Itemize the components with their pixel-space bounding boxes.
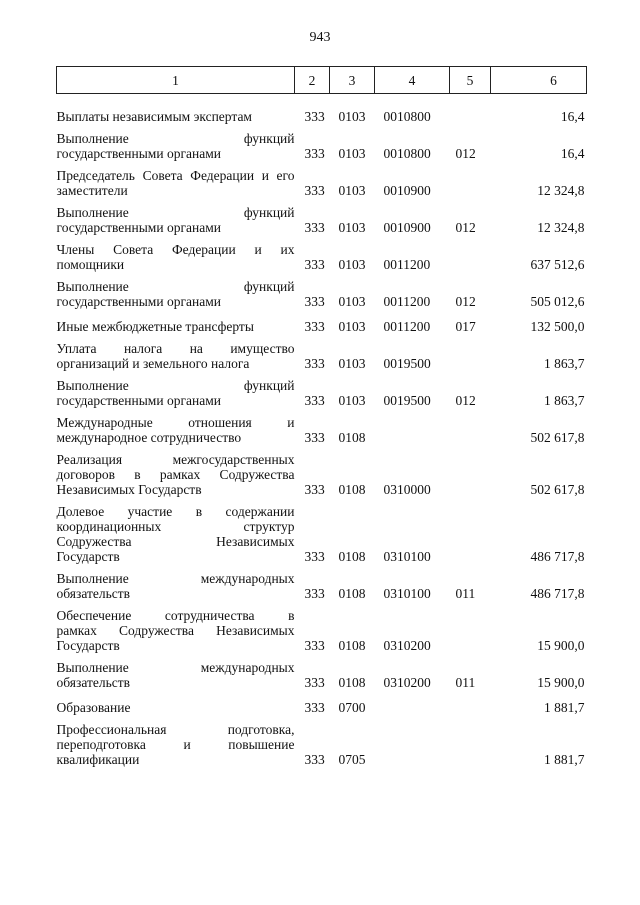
row-article: 0010800 [383, 109, 431, 124]
header-col-2: 2 [295, 67, 330, 94]
row-sum: 1 863,7 [544, 356, 585, 371]
row-name [57, 309, 295, 334]
row-section: 0108 [338, 586, 366, 601]
row-article: 0010800 [383, 146, 431, 161]
row-article: 0310100 [383, 549, 431, 564]
row-sum: 486 717,8 [530, 549, 585, 564]
row-gr: 333 [304, 146, 325, 161]
row-sum: 1 881,7 [544, 752, 585, 767]
row-sum: 1 863,7 [544, 393, 585, 408]
row-section: 0103 [338, 356, 366, 371]
row-name-line: государственными органами [56, 146, 221, 161]
row-expense-type: 011 [455, 675, 476, 690]
row-name [57, 235, 295, 272]
row-name [57, 371, 295, 408]
row-name-line: Профессиональная подготовка, [56, 722, 295, 737]
row-gr: 333 [304, 294, 325, 309]
table-row [57, 408, 587, 445]
row-section: 0108 [338, 549, 366, 564]
row-name [57, 198, 295, 235]
row-section: 0103 [338, 183, 366, 198]
row-article: 0310200 [383, 638, 431, 653]
row-name-line: переподготовка и повышение [56, 737, 295, 752]
row-expense-type: 012 [455, 220, 476, 235]
row-section: 0103 [338, 319, 366, 334]
row-sum: 16,4 [560, 146, 585, 161]
row-name-line: помощники [56, 257, 125, 272]
row-sum: 502 617,8 [530, 430, 585, 445]
row-name-line: Обеспечение сотрудничества в [56, 608, 295, 623]
row-sum: 15 900,0 [537, 675, 585, 690]
row-name-line: Содружества Независимых [56, 534, 295, 549]
table-row [57, 235, 587, 272]
row-section: 0103 [338, 257, 366, 272]
row-name-line: обязательств [56, 675, 131, 690]
row-name-line: рамках Содружества Независимых [56, 623, 295, 638]
row-gr: 333 [304, 430, 325, 445]
row-sum: 132 500,0 [530, 319, 585, 334]
row-section: 0103 [338, 294, 366, 309]
row-gr: 333 [304, 257, 325, 272]
row-section: 0108 [338, 638, 366, 653]
row-article: 0010900 [383, 220, 431, 235]
row-gr: 333 [304, 319, 325, 334]
row-section: 0108 [338, 675, 366, 690]
table-row [57, 334, 587, 371]
row-name-line: Государств [56, 638, 120, 653]
row-name [57, 334, 295, 371]
budget-table [56, 66, 587, 767]
row-name [57, 408, 295, 445]
row-name-line: Выполнение международных [56, 571, 295, 586]
row-sum: 16,4 [560, 109, 585, 124]
table-row [57, 445, 587, 497]
row-article [375, 408, 450, 445]
row-gr: 333 [304, 393, 325, 408]
row-name-line: Иные межбюджетные трансферты [56, 319, 254, 334]
row-section: 0705 [338, 752, 366, 767]
row-expense-type [450, 690, 491, 715]
table-body [57, 94, 587, 768]
row-expense-type [450, 235, 491, 272]
row-article: 0310100 [383, 586, 431, 601]
row-name [57, 94, 295, 125]
row-sum: 486 717,8 [530, 586, 585, 601]
row-expense-type: 012 [455, 146, 476, 161]
row-gr: 333 [304, 700, 325, 715]
row-expense-type: 012 [455, 294, 476, 309]
row-gr: 333 [304, 356, 325, 371]
table-row [57, 497, 587, 564]
table-row [57, 601, 587, 653]
row-name-line: Председатель Совета Федерации и его [56, 168, 295, 183]
row-gr: 333 [304, 752, 325, 767]
table-row [57, 94, 587, 125]
row-name-line: Члены Совета Федерации и их [56, 242, 295, 257]
row-name-line: Реализация межгосударственных [56, 452, 295, 467]
row-name-line: Международные отношения и [56, 415, 295, 430]
row-gr: 333 [304, 220, 325, 235]
row-expense-type [450, 408, 491, 445]
row-name-line: государственными органами [56, 393, 221, 408]
row-name-line: заместители [56, 183, 128, 198]
row-section: 0103 [338, 109, 366, 124]
row-name [57, 653, 295, 690]
row-article: 0019500 [383, 393, 431, 408]
row-sum: 15 900,0 [537, 638, 585, 653]
table-row [57, 161, 587, 198]
header-col-5: 5 [450, 67, 491, 94]
row-article: 0011200 [383, 257, 431, 272]
row-gr: 333 [304, 675, 325, 690]
row-gr: 333 [304, 549, 325, 564]
row-article: 0019500 [383, 356, 431, 371]
row-expense-type [450, 161, 491, 198]
row-section: 0700 [338, 700, 366, 715]
table-row [57, 272, 587, 309]
row-name-line: Образование [56, 700, 131, 715]
row-name [57, 715, 295, 767]
row-name-line: международное сотрудничество [56, 430, 242, 445]
row-name-line: Выполнение функций [56, 279, 295, 294]
row-name-line: государственными органами [56, 220, 221, 235]
row-sum: 637 512,6 [530, 257, 585, 272]
row-gr: 333 [304, 586, 325, 601]
header-row [57, 67, 587, 94]
table-row [57, 198, 587, 235]
table-row [57, 715, 587, 767]
row-name-line: Выполнение функций [56, 378, 295, 393]
row-section: 0103 [338, 393, 366, 408]
row-gr: 333 [304, 109, 325, 124]
row-article: 0010900 [383, 183, 431, 198]
row-article: 0011200 [383, 294, 431, 309]
row-sum: 502 617,8 [530, 482, 585, 497]
row-name-line: Выполнение функций [56, 131, 295, 146]
row-name-line: Независимых Государств [56, 482, 202, 497]
row-name-line: Долевое участие в содержании [56, 504, 295, 519]
row-name [57, 124, 295, 161]
row-gr: 333 [304, 183, 325, 198]
row-expense-type: 012 [455, 393, 476, 408]
row-sum: 1 881,7 [544, 700, 585, 715]
page-number: 943 [309, 30, 331, 45]
row-expense-type [450, 334, 491, 371]
table-row [57, 690, 587, 715]
row-name [57, 445, 295, 497]
row-article [375, 715, 450, 767]
row-sum: 12 324,8 [537, 220, 585, 235]
row-expense-type [450, 601, 491, 653]
row-article: 0310000 [383, 482, 431, 497]
row-name-line: Выплаты независимым экспертам [56, 109, 252, 124]
row-name [57, 690, 295, 715]
row-expense-type [450, 497, 491, 564]
row-expense-type: 011 [455, 586, 476, 601]
row-name [57, 161, 295, 198]
row-name-line: организаций и земельного налога [56, 356, 250, 371]
table-row [57, 309, 587, 334]
row-name-line: договоров в рамках Содружества [56, 467, 295, 482]
row-name-line: Выполнение международных [56, 660, 295, 675]
row-section: 0103 [338, 220, 366, 235]
row-name-line: Государств [56, 549, 120, 564]
table-row [57, 371, 587, 408]
row-name [57, 272, 295, 309]
row-expense-type [450, 94, 491, 125]
header-col-1: 1 [57, 67, 295, 94]
row-sum: 505 012,6 [530, 294, 585, 309]
row-name-line: государственными органами [56, 294, 221, 309]
row-gr: 333 [304, 482, 325, 497]
row-section: 0103 [338, 146, 366, 161]
header-col-6: 6 [491, 67, 587, 94]
row-section: 0108 [338, 430, 366, 445]
row-article: 0011200 [383, 319, 431, 334]
row-article: 0310200 [383, 675, 431, 690]
row-expense-type [450, 715, 491, 767]
row-name-line: обязательств [56, 586, 131, 601]
table-row [57, 653, 587, 690]
row-sum: 12 324,8 [537, 183, 585, 198]
header-col-4: 4 [375, 67, 450, 94]
header-col-3: 3 [330, 67, 375, 94]
row-article [375, 690, 450, 715]
row-name [57, 601, 295, 653]
row-section: 0108 [338, 482, 366, 497]
table-header [57, 67, 587, 94]
row-name [57, 564, 295, 601]
row-expense-type [450, 445, 491, 497]
row-gr: 333 [304, 638, 325, 653]
row-name-line: квалификации [56, 752, 140, 767]
row-expense-type: 017 [455, 319, 476, 334]
row-name-line: Выполнение функций [56, 205, 295, 220]
table-row [57, 124, 587, 161]
row-name-line: координационных структур [56, 519, 295, 534]
row-name-line: Уплата налога на имущество [56, 341, 295, 356]
table-row [57, 564, 587, 601]
row-name [57, 497, 295, 564]
